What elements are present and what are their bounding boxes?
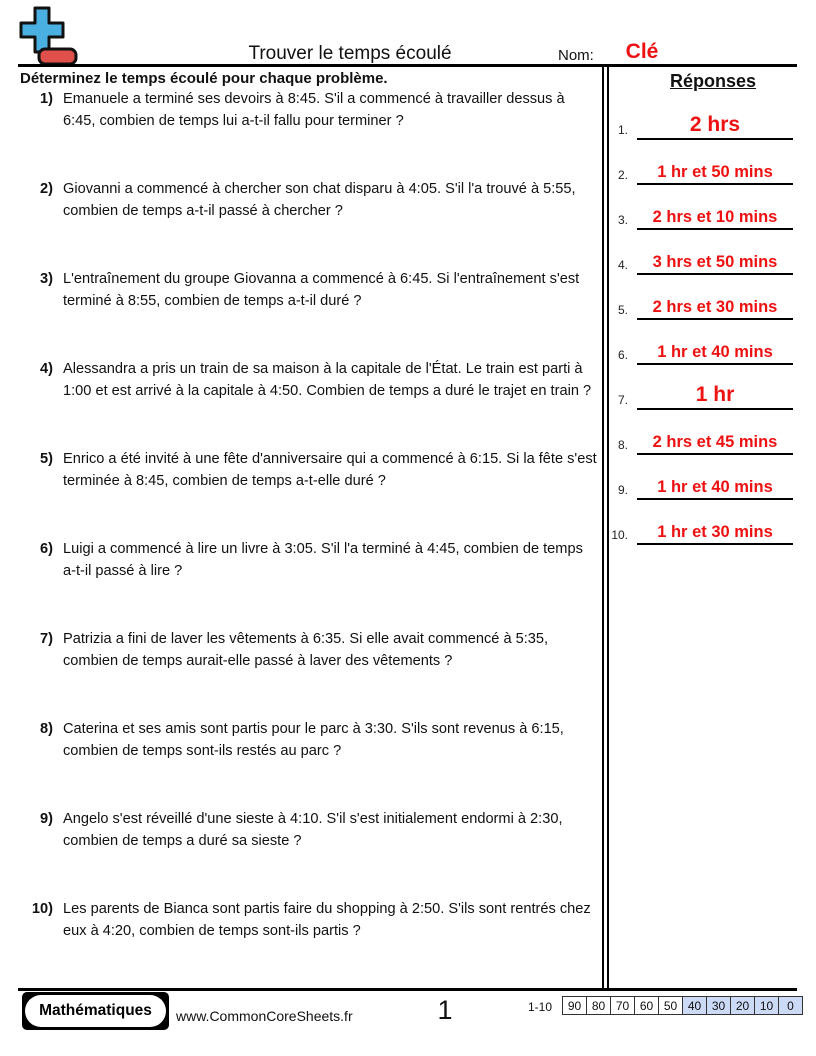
instruction-text: Déterminez le temps écoulé pour chaque problème. — [20, 70, 388, 87]
plus-minus-icon — [18, 4, 80, 68]
answer-blank-9 — [637, 470, 793, 500]
problem-number: 9) — [40, 811, 53, 827]
problem-number: 1) — [40, 91, 53, 107]
problem-text: L'entraînement du groupe Giovanna a commencé à 6:45. Si l'entraînement s'est terminé à 8:55, combien de temps a-t-il duré ? — [63, 271, 580, 309]
problem-7 — [20, 628, 598, 672]
problem-number: 2) — [40, 181, 53, 197]
subject-badge — [22, 992, 169, 1030]
answer-value: 3 hrs et 50 mins — [652, 253, 778, 271]
answer-number: 6. — [617, 348, 628, 362]
problem-number: 6) — [40, 541, 53, 557]
answer-value: 1 hr et 40 mins — [657, 478, 773, 496]
problem-text: Alessandra a pris un train de sa maison à la capitale de l'État. Le train est parti à 1:00 et est arrivé à la capitale à 4:50. Combien de temps a duré le trajet en train ? — [63, 361, 592, 399]
answer-value: 1 hr — [695, 383, 735, 406]
answer-number: 4. — [617, 258, 628, 272]
problem-5 — [20, 448, 598, 492]
answer-blank-2 — [637, 155, 793, 185]
score-cell: 20 — [730, 996, 755, 1015]
footer-rule — [18, 988, 797, 991]
score-cell: 90 — [562, 996, 587, 1015]
score-cell: 30 — [706, 996, 731, 1015]
score-range-label: 1-10 — [528, 1000, 553, 1014]
problem-number: 3) — [40, 271, 53, 287]
score-cell: 0 — [778, 996, 803, 1015]
answer-number: 1. — [617, 123, 628, 137]
answer-blank-10 — [637, 515, 793, 545]
answer-value: 2 hrs — [689, 113, 741, 136]
answer-number: 10. — [611, 528, 628, 542]
answer-value: 2 hrs et 30 mins — [652, 298, 778, 316]
answer-blank-1 — [637, 110, 793, 140]
problem-text: Enrico a été invité à une fête d'anniversaire qui a commencé à 6:15. Si la fête s'est terminée à 8:45, combien de temps a-t-elle duré ? — [63, 451, 597, 489]
problem-text: Emanuele a terminé ses devoirs à 8:45. S'il a commencé à travailler dessus à 6:45, combien de temps lui a-t-il fallu pour terminer ? — [63, 91, 565, 129]
answer-number: 3. — [617, 213, 628, 227]
name-label: Nom: — [558, 47, 594, 64]
answer-number: 8. — [617, 438, 628, 452]
score-cell: 10 — [754, 996, 779, 1015]
problem-text: Les parents de Bianca sont partis faire du shopping à 2:50. S'ils sont rentrés chez eux à 4:20, combien de temps sont-ils partis ? — [63, 901, 591, 939]
problem-text: Angelo s'est réveillé d'une sieste à 4:10. S'il s'est initialement endormi à 2:30, combien de temps a duré sa sieste ? — [63, 811, 563, 849]
score-cell: 40 — [682, 996, 707, 1015]
score-cell: 80 — [586, 996, 611, 1015]
problem-number: 4) — [40, 361, 53, 377]
subject-badge-label: Mathématiques — [25, 995, 166, 1027]
answer-blank-7 — [637, 380, 793, 410]
problem-text: Giovanni a commencé à chercher son chat disparu à 4:05. S'il l'a trouvé à 5:55, combien de temps a-t-il passé à chercher ? — [63, 181, 576, 219]
answer-value: 2 hrs et 10 mins — [652, 208, 778, 226]
problem-number: 5) — [40, 451, 53, 467]
problem-9 — [20, 808, 598, 852]
score-cell: 60 — [634, 996, 659, 1015]
answer-blank-5 — [637, 290, 793, 320]
page-number: 1 — [437, 995, 453, 1025]
name-value: Clé — [625, 40, 659, 63]
answer-value: 1 hr et 30 mins — [657, 523, 773, 541]
problem-text: Luigi a commencé à lire un livre à 3:05. S'il l'a terminé à 4:45, combien de temps a-t-il passé à lire ? — [63, 541, 583, 579]
answer-number: 5. — [617, 303, 628, 317]
answer-number: 9. — [617, 483, 628, 497]
answers-column-title: Réponses — [669, 71, 757, 91]
problem-number: 8) — [40, 721, 53, 737]
answer-blank-3 — [637, 200, 793, 230]
problem-10 — [20, 898, 598, 942]
answer-number: 7. — [617, 393, 628, 407]
answer-value: 1 hr et 40 mins — [657, 343, 773, 361]
answer-blank-6 — [637, 335, 793, 365]
score-table — [562, 996, 803, 1015]
problem-6 — [20, 538, 598, 582]
problem-number: 7) — [40, 631, 53, 647]
answer-blank-8 — [637, 425, 793, 455]
answer-value: 1 hr et 50 mins — [657, 163, 773, 181]
page-title: Trouver le temps écoulé — [248, 43, 452, 64]
problem-1 — [20, 88, 598, 132]
answer-value: 2 hrs et 45 mins — [652, 433, 778, 451]
score-cell: 50 — [658, 996, 683, 1015]
answer-number: 2. — [617, 168, 628, 182]
answer-blank-4 — [637, 245, 793, 275]
problem-number: 10) — [31, 901, 53, 917]
problem-2 — [20, 178, 598, 222]
problem-3 — [20, 268, 598, 312]
problem-text: Patrizia a fini de laver les vêtements à 6:35. Si elle avait commencé à 5:35, combien de temps aurait-elle passé à laver des vêtements ? — [63, 631, 549, 669]
website-url: www.CommonCoreSheets.fr — [176, 1008, 353, 1024]
header-rule — [18, 64, 797, 67]
problem-8 — [20, 718, 598, 762]
problem-text: Caterina et ses amis sont partis pour le parc à 3:30. S'ils sont revenus à 6:15, combien de temps sont-ils restés au parc ? — [63, 721, 564, 759]
score-cell: 70 — [610, 996, 635, 1015]
problem-4 — [20, 358, 598, 402]
